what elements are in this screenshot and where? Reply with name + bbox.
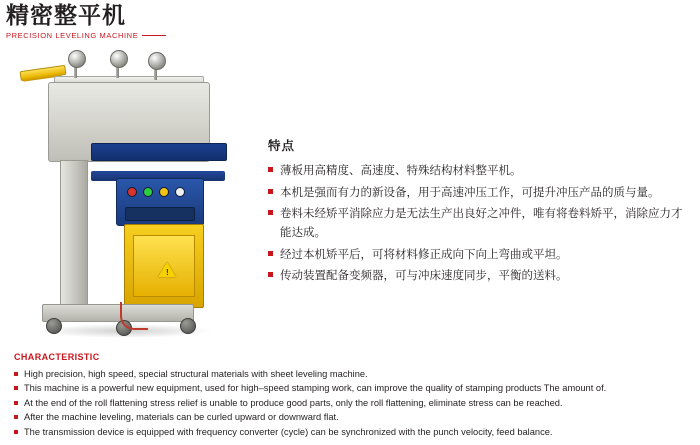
bullet-square-icon [14, 430, 18, 434]
page-title-cn: 精密整平机 [6, 3, 126, 29]
document-header [6, 4, 166, 40]
bullet-square-icon [268, 251, 273, 256]
control-display-slot [125, 207, 195, 221]
caster-wheel-right [180, 318, 196, 334]
bullet-square-icon [14, 415, 18, 419]
control-panel [116, 178, 204, 226]
list-item-text: High precision, high speed, special structural materials with sheet leveling machine. [24, 369, 368, 379]
features-chinese-list [268, 161, 686, 285]
page-title-en: PRECISION LEVELING MACHINE [6, 31, 139, 41]
list-item [268, 161, 686, 180]
bullet-square-icon [268, 272, 273, 277]
bullet-square-icon [268, 167, 273, 172]
bullet-square-icon [14, 401, 18, 405]
list-item [14, 381, 690, 395]
features-chinese-title: 特点 [268, 138, 296, 153]
adjust-knob-3 [148, 52, 166, 70]
bullet-square-icon [14, 386, 18, 390]
power-cable [120, 302, 148, 330]
list-item-text: 本机是强而有力的新设备，用于高速冲压工作，可提升冲压产品的质与量。 [280, 184, 660, 199]
subtitle-row [6, 31, 166, 40]
list-item-text: 经过本机矫平后，可将材料修正成向下向上弯曲或平坦。 [280, 246, 568, 261]
list-item [14, 425, 690, 439]
features-chinese-block [268, 136, 686, 288]
list-item [268, 204, 686, 241]
list-item-text: The transmission device is equipped with frequency converter (cycle) can be synchronized with the punch velocity, feed balance. [24, 426, 553, 437]
control-button-red [127, 187, 137, 197]
adjust-knob-1 [68, 50, 86, 68]
machine-column [60, 160, 88, 312]
machine-illustration [20, 52, 250, 342]
title-divider [142, 35, 166, 36]
machine-base [42, 304, 194, 322]
list-item-text: After the machine leveling, materials can be curled upward or downward flat. [24, 412, 339, 423]
control-button-white [175, 187, 185, 197]
bullet-square-icon [268, 189, 273, 194]
list-item-text: 薄板用高精度、高速度、特殊结构材料整平机。 [280, 163, 522, 177]
control-button-green [143, 187, 153, 197]
adjust-knob-2 [110, 50, 128, 68]
control-button-yellow [159, 187, 169, 197]
features-english-list [14, 367, 690, 439]
list-item-text: This machine is a powerful new equipment, used for high–speed stamping work, can improve the quality of stamping products The amount of. [24, 383, 607, 394]
list-item [14, 396, 690, 410]
bullet-square-icon [14, 372, 18, 376]
list-item-text: 传动装置配备变频器，可与冲床速度同步，平衡的送料。 [280, 268, 568, 283]
machine-body [48, 82, 210, 162]
list-item [268, 266, 686, 285]
list-item [14, 410, 690, 424]
caster-wheel-left [46, 318, 62, 334]
list-item-text: At the end of the roll flattening stress relief is unable to produce good parts, only the roll flattening, eliminate stress can be reached. [24, 397, 563, 408]
cabinet-door-panel [133, 235, 195, 297]
list-item [14, 367, 690, 381]
list-item [268, 245, 686, 264]
bullet-square-icon [268, 210, 273, 215]
features-english-title: CHARACTERISTIC [14, 352, 100, 362]
electrical-cabinet [124, 224, 204, 308]
roller-housing-upper [91, 143, 227, 161]
features-english-block [14, 352, 690, 439]
warning-exclamation-icon: ! [166, 268, 169, 277]
list-item [268, 183, 686, 202]
list-item-text: 卷料未经矫平消除应力是无法生产出良好之冲件，唯有将卷料矫平，消除应力才能达成。 [280, 206, 683, 239]
